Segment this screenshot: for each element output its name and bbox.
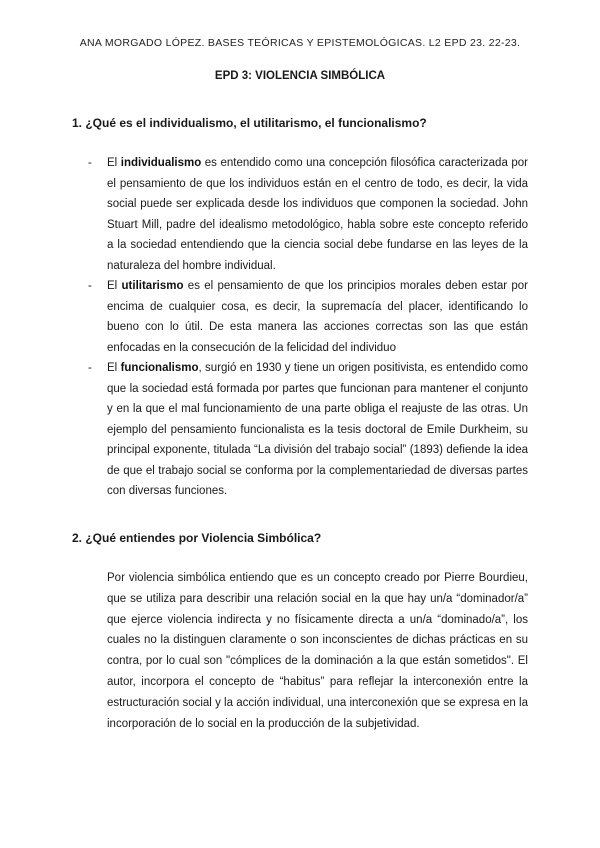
- page-header: ANA MORGADO LÓPEZ. BASES TEÓRICAS Y EPISTEMOLÓGICAS. L2 EPD 23. 22-23.: [79, 37, 521, 49]
- bullet-dash: -: [88, 362, 92, 374]
- bullet-text: El utilitarismo es el pensamiento de que los principios morales deben estar por encima de cualquier cosa, es decir, la supremacía del placer, identificando lo bueno con lo útil. De esta manera las acciones correctas son las que están enfocadas en la consecución de la felicidad del individuo: [107, 280, 529, 354]
- bullet-text: El individualismo es entendido como una concepción filosófica caracterizada por el pensamiento de que los individuos están en el centro de todo, es decir, la vida social puede ser explicada desde los individuos que componen la sociedad. John Stuart Mill, padre del idealismo metodológico, habla sobre este concepto referido a la sociedad entendiendo que la ciencia social debe fundarse en las leyes de la naturaleza del hombre individual.: [107, 157, 528, 272]
- bullet-text: El funcionalismo, surgió en 1930 y tiene un origen positivista, es entendido como que la sociedad está formada por partes que funcionan para mantener el conjunto y en la que el mal funcionamiento de una parte obliga el reajuste de las otras. Un ejemplo del pensamiento funcionalista es la tesis doctoral de Emile Durkheim, su principal exponente, titulada “La división del trabajo social” (1893) defiende la idea de que el trabajo social se conforma por la complementariedad de diversas partes con diversas funciones.: [107, 362, 528, 497]
- bullet-dash: -: [88, 157, 92, 169]
- bullet-dash: -: [88, 280, 92, 292]
- bold-term: individualismo: [120, 157, 202, 169]
- bullet-item-individualismo: [88, 153, 528, 276]
- bullet-list: [88, 153, 528, 502]
- bold-term: utilitarismo: [121, 280, 184, 292]
- question-2-heading: 2. ¿Qué entiendes por Violencia Simbólica?: [72, 531, 322, 545]
- answer-2-paragraph: Por violencia simbólica entiendo que es un concepto creado por Pierre Bourdieu, que se utiliza para describir una relación social en la que hay un/a “dominador/a” que ejerce violencia indirecta y no físicamente directa a un/a “dominado/a”, los cuales no la distinguen claramente o son inconscientes de dichas prácticas en su contra, por lo cual son "cómplices de la dominación a la que están sometidos". El autor, incorpora el concepto de “habitus” para reflejar la interconexión entre la estructuración social y la acción individual, una interconexión que se expresa en la incorporación de lo social en la producción de la subjetividad.: [107, 572, 528, 730]
- bold-term: funcionalismo: [120, 362, 199, 374]
- document-title: EPD 3: VIOLENCIA SIMBÓLICA: [214, 70, 386, 82]
- question-1-heading: 1. ¿Qué es el individualismo, el utilitarismo, el funcionalismo?: [72, 116, 427, 130]
- bullet-item-utilitarismo: [88, 276, 528, 358]
- bullet-item-funcionalismo: [88, 358, 528, 502]
